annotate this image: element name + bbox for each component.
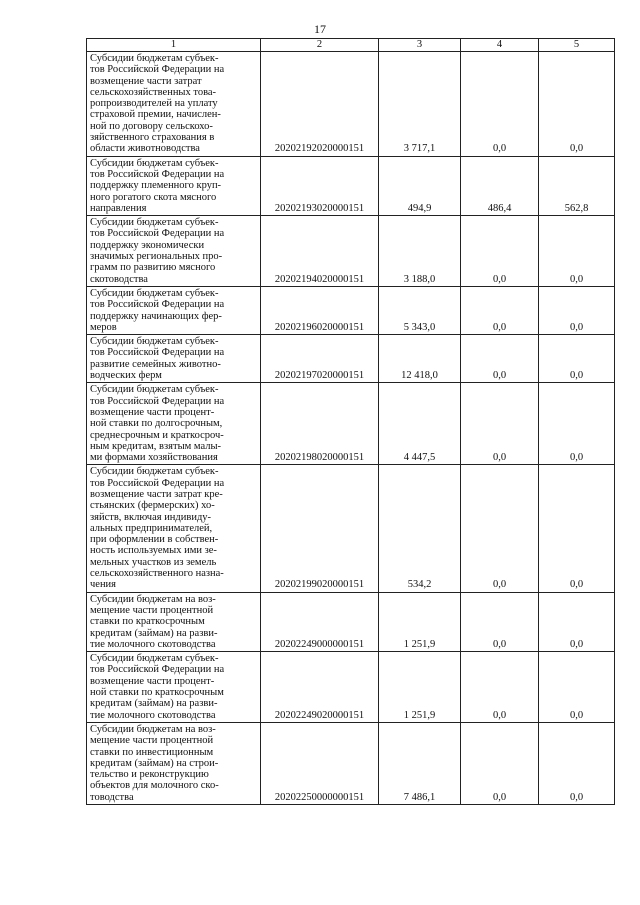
row-value-col3: 12 418,0 (379, 335, 461, 383)
row-value-col3: 7 486,1 (379, 722, 461, 804)
column-header-1: 1 (87, 39, 261, 52)
budget-table (86, 38, 615, 805)
row-value-col5: 0,0 (539, 722, 615, 804)
row-description: Субсидии бюджетам субъек- тов Российской Федерации на поддержку начинающих фер- меров (87, 286, 261, 334)
row-value-col3: 5 343,0 (379, 286, 461, 334)
row-value-col4: 0,0 (461, 52, 539, 157)
row-description: Субсидии бюджетам на воз- мещение части процентной ставки по краткосрочным кредитам (займам) на разви- тие молочного скотоводства (87, 592, 261, 651)
table-row (87, 286, 615, 334)
row-value-col5: 0,0 (539, 383, 615, 465)
row-code: 20202192020000151 (261, 52, 379, 157)
row-value-col5: 0,0 (539, 592, 615, 651)
column-header-3: 3 (379, 39, 461, 52)
row-value-col4: 0,0 (461, 592, 539, 651)
row-description: Субсидии бюджетам субъек- тов Российской Федерации на развитие семейных животно- водческих ферм (87, 335, 261, 383)
row-value-col5: 562,8 (539, 156, 615, 215)
row-value-col5: 0,0 (539, 335, 615, 383)
row-description: Субсидии бюджетам субъек- тов Российской Федерации на возмещение части затрат сельскохозяйственных това- ропроизводителей на уплату страховой премии, начислен- ной по договору сельскохо- зяйственного страхования в области животноводства (87, 52, 261, 157)
row-description: Субсидии бюджетам субъек- тов Российской Федерации на поддержку племенного круп- ного рогатого скота мясного направления (87, 156, 261, 215)
row-value-col5: 0,0 (539, 216, 615, 287)
row-description: Субсидии бюджетам субъек- тов Российской Федерации на возмещение части затрат кре- стьянских (фермерских) хо- зяйств, включая индивиду- альных предпринимателей, при оформлении в собствен- ность используемых ими зе- мельных участков из земель сельскохозяйственного назна- чения (87, 465, 261, 592)
row-value-col5: 0,0 (539, 465, 615, 592)
row-value-col4: 0,0 (461, 286, 539, 334)
row-value-col3: 534,2 (379, 465, 461, 592)
column-header-4: 4 (461, 39, 539, 52)
row-code: 20202249000000151 (261, 592, 379, 651)
row-code: 20202196020000151 (261, 286, 379, 334)
row-value-col3: 3 188,0 (379, 216, 461, 287)
row-value-col3: 3 717,1 (379, 52, 461, 157)
row-description: Субсидии бюджетам субъек- тов Российской Федерации на поддержку экономически значимых региональных про- грамм по развитию мясного скотоводства (87, 216, 261, 287)
row-code: 20202193020000151 (261, 156, 379, 215)
table-row (87, 156, 615, 215)
row-value-col3: 1 251,9 (379, 592, 461, 651)
row-value-col4: 0,0 (461, 722, 539, 804)
row-value-col4: 486,4 (461, 156, 539, 215)
row-value-col4: 0,0 (461, 652, 539, 723)
table-row (87, 722, 615, 804)
row-code: 20202249020000151 (261, 652, 379, 723)
row-value-col4: 0,0 (461, 216, 539, 287)
column-header-2: 2 (261, 39, 379, 52)
column-header-5: 5 (539, 39, 615, 52)
row-value-col3: 4 447,5 (379, 383, 461, 465)
row-description: Субсидии бюджетам субъек- тов Российской Федерации на возмещение части процент- ной ставки по краткосрочным кредитам (займам) на разви- тие молочного скотоводства (87, 652, 261, 723)
table-row (87, 652, 615, 723)
row-code: 20202197020000151 (261, 335, 379, 383)
row-value-col4: 0,0 (461, 335, 539, 383)
row-value-col4: 0,0 (461, 465, 539, 592)
table-row (87, 592, 615, 651)
page-number: 17 (314, 22, 326, 36)
table-header-row (87, 39, 615, 52)
row-value-col5: 0,0 (539, 652, 615, 723)
row-description: Субсидии бюджетам на воз- мещение части процентной ставки по инвестиционным кредитам (займам) на строи- тельство и реконструкцию объектов для молочного ско- товодства (87, 722, 261, 804)
table-row (87, 216, 615, 287)
row-value-col3: 494,9 (379, 156, 461, 215)
table-row (87, 465, 615, 592)
row-value-col3: 1 251,9 (379, 652, 461, 723)
row-value-col4: 0,0 (461, 383, 539, 465)
table-row (87, 383, 615, 465)
table-row (87, 335, 615, 383)
row-value-col5: 0,0 (539, 52, 615, 157)
row-code: 20202198020000151 (261, 383, 379, 465)
row-description: Субсидии бюджетам субъек- тов Российской Федерации на возмещение части процент- ной ставки по долгосрочным, среднесрочным и краткосроч- ным кредитам, взятым малы- ми формами хозяйствования (87, 383, 261, 465)
row-code: 20202199020000151 (261, 465, 379, 592)
row-code: 20202194020000151 (261, 216, 379, 287)
table-row (87, 52, 615, 157)
row-value-col5: 0,0 (539, 286, 615, 334)
row-code: 20202250000000151 (261, 722, 379, 804)
